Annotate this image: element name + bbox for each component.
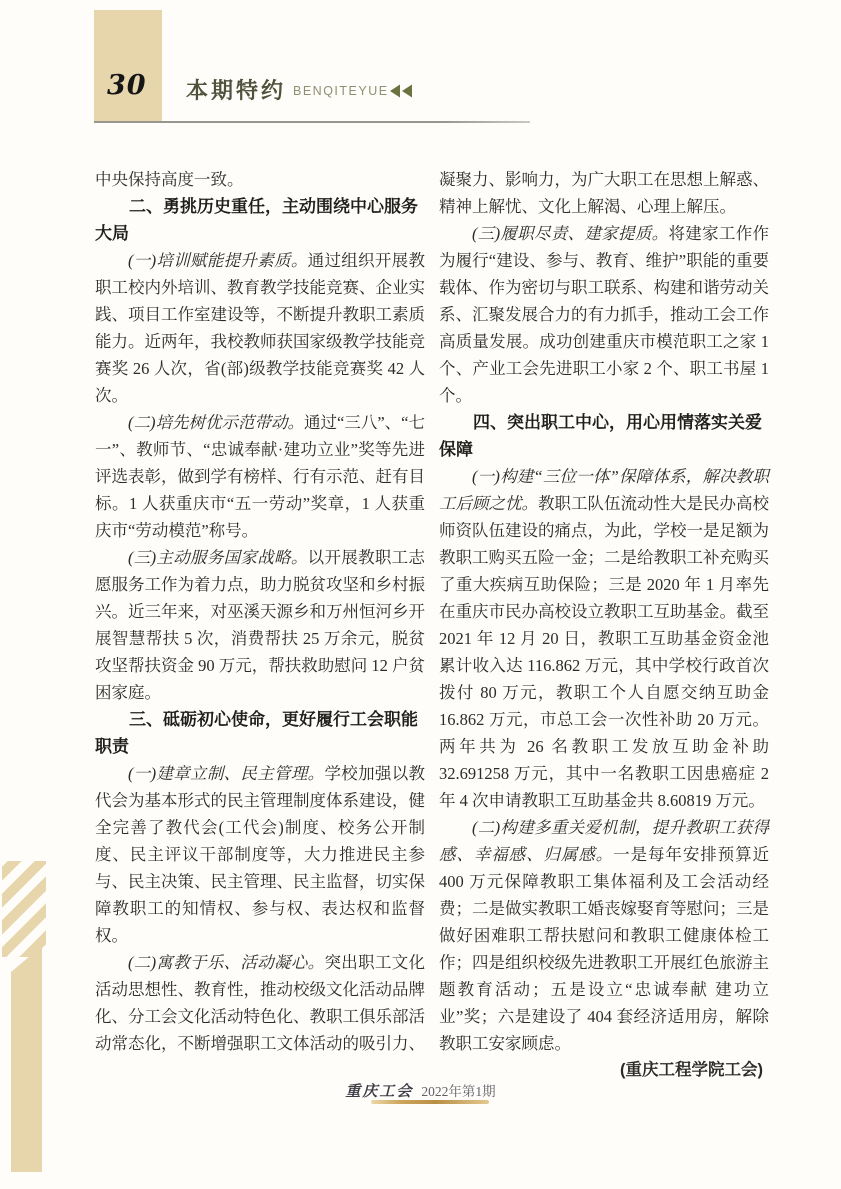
footer-gold-underline bbox=[371, 1100, 489, 1104]
section-title: 本期特约 bbox=[186, 78, 287, 103]
paragraph-text: 学校加强以教代会为基本形式的民主管理制度体系建设，健全完善了教代会(工代会)制度、校务公开制度、民主评议干部制度等，大力推进民主参与、民主决策、民主管理、民主监督，切实保障教职工的知情权、参与权、表达权和监督权。 bbox=[95, 764, 425, 945]
left-column bbox=[95, 166, 425, 1084]
footer-journal-name: 重庆工会 bbox=[345, 1082, 414, 1100]
paragraph-continuation: 凝聚力、影响力，为广大职工在思想上解惑、精神上解忧、文化上解渴、心理上解压。 bbox=[439, 170, 769, 216]
paragraph-lead: (一)培训赋能提升素质。 bbox=[128, 251, 308, 270]
paragraph-continuation: 中央保持高度一致。 bbox=[95, 170, 244, 189]
paragraph bbox=[439, 814, 769, 1057]
paragraph-text: 一是每年安排预算近 400 万元保障教职工集体福利及工会活动经费；二是做实教职工婚丧嫁娶育等慰问；三是做好困难职工帮扶慰问和教职工健康体检工作；四是组织校级先进教职工开展红色旅游主题教育活动；五是设立“忠诚奉献 建功立业”奖；六是建设了 404 套经济适用房，解除教职工安家顾虑。 bbox=[439, 845, 770, 1053]
paragraph-text: 教职工队伍流动性大是民办高校师资队伍建设的痛点，为此，学校一是足额为教职工购买五险一金；二是给教职工补充购买了重大疾病互助保险；三是 2020 年 1 月率先在重庆市民办高校设立教职工互助基金。截至 2021 年 12 月 20 日，教职工互助基金资金池累计收入达 116.862 万元，其中学校行政首次拨付 80 万元，教职工个人自愿交纳互助金 16.862 万元，市总工会一次性补助 20 万元。两年共为 26 名教职工发放互助金补助 32.691258 万元，其中一名教职工因患癌症 2 年 4 次申请教职工互助基金共 8.60819 万元。 bbox=[439, 494, 769, 810]
paragraph bbox=[439, 220, 769, 409]
paragraph-lead: (三)履职尽责、建家提质。 bbox=[472, 224, 669, 243]
section-pinyin: BENQITEYUE bbox=[293, 84, 389, 98]
page-footer bbox=[0, 1080, 841, 1101]
paragraph-text: 通过组织开展教职工校内外培训、教育教学技能竞赛、企业实践、项目工作室建设等，不断提升教职工素质能力。近两年，我校教师获国家级教学技能竞赛奖 26 人次，省(部)级教学技能竞赛奖 42 人次。 bbox=[95, 251, 425, 405]
paragraph-text: 将建家工作作为履行“建设、参与、教育、维护”职能的重要载体、作为密切与职工联系、构建和谐劳动关系、汇聚发展合力的有力抓手，推动工会工作高质量发展。成功创建重庆市模范职工之家 1 个、产业工会先进职工小家 2 个、职工书屋 1 个。 bbox=[439, 224, 769, 405]
paragraph bbox=[95, 247, 425, 409]
right-column bbox=[439, 166, 769, 1084]
margin-stripes-decoration bbox=[2, 861, 46, 957]
paragraph-lead: (一)构建“三位一体”保障体系，解决教职工后顾之忧。 bbox=[439, 467, 769, 513]
section-heading-4: 四、突出职工中心，用心用情落实关爱保障 bbox=[439, 413, 762, 459]
paragraph bbox=[95, 949, 425, 1057]
paragraph bbox=[95, 760, 425, 949]
rewind-icon bbox=[389, 84, 413, 98]
paragraph-lead: (三)主动服务国家战略。 bbox=[128, 548, 308, 567]
paragraph-lead: (二)寓教于乐、活动凝心。 bbox=[128, 953, 325, 972]
paragraph bbox=[439, 463, 769, 814]
margin-bar-decoration bbox=[11, 946, 42, 1172]
article-body bbox=[95, 166, 769, 1084]
article-signature: (重庆工程学院工会) bbox=[620, 1061, 763, 1079]
page-number: 30 bbox=[107, 70, 147, 101]
paragraph-lead: (二)培先树优示范带动。 bbox=[128, 413, 304, 432]
section-heading-2: 二、勇挑历史重任，主动围绕中心服务大局 bbox=[95, 197, 418, 243]
footer-issue: 2022年第1期 bbox=[421, 1084, 496, 1099]
page-number-tab bbox=[94, 10, 162, 123]
paragraph-text: 突出职工文化活动思想性、教育性，推动校级文化活动品牌化、分工会文化活动特色化、教职工俱乐部活动常态化，不断增强职工文体活动的吸引力、 bbox=[95, 953, 425, 1053]
paragraph-lead: (二)构建多重关爱机制，提升教职工获得感、幸福感、归属感。 bbox=[439, 818, 769, 864]
paragraph-lead: (一)建章立制、民主管理。 bbox=[128, 764, 325, 783]
paragraph bbox=[95, 409, 425, 544]
header-divider bbox=[94, 121, 530, 123]
paragraph bbox=[95, 544, 425, 706]
section-heading-3: 三、砥砺初心使命，更好履行工会职能职责 bbox=[95, 710, 418, 756]
paragraph-text: 通过“三八”、“七一”、教师节、“忠诚奉献·建功立业”奖等先进评选表彰，做到学有榜样、行有示范、赶有目标。1 人获重庆市“五一劳动”奖章，1 人获重庆市“劳动模范”称号。 bbox=[95, 413, 425, 540]
paragraph-text: 以开展教职工志愿服务工作为着力点，助力脱贫攻坚和乡村振兴。近三年来，对巫溪天源乡和万州恒河乡开展智慧帮扶 5 次，消费帮扶 25 万余元，脱贫攻坚帮扶资金 90 万元，帮扶救助慰问 12 户贫困家庭。 bbox=[95, 548, 425, 702]
